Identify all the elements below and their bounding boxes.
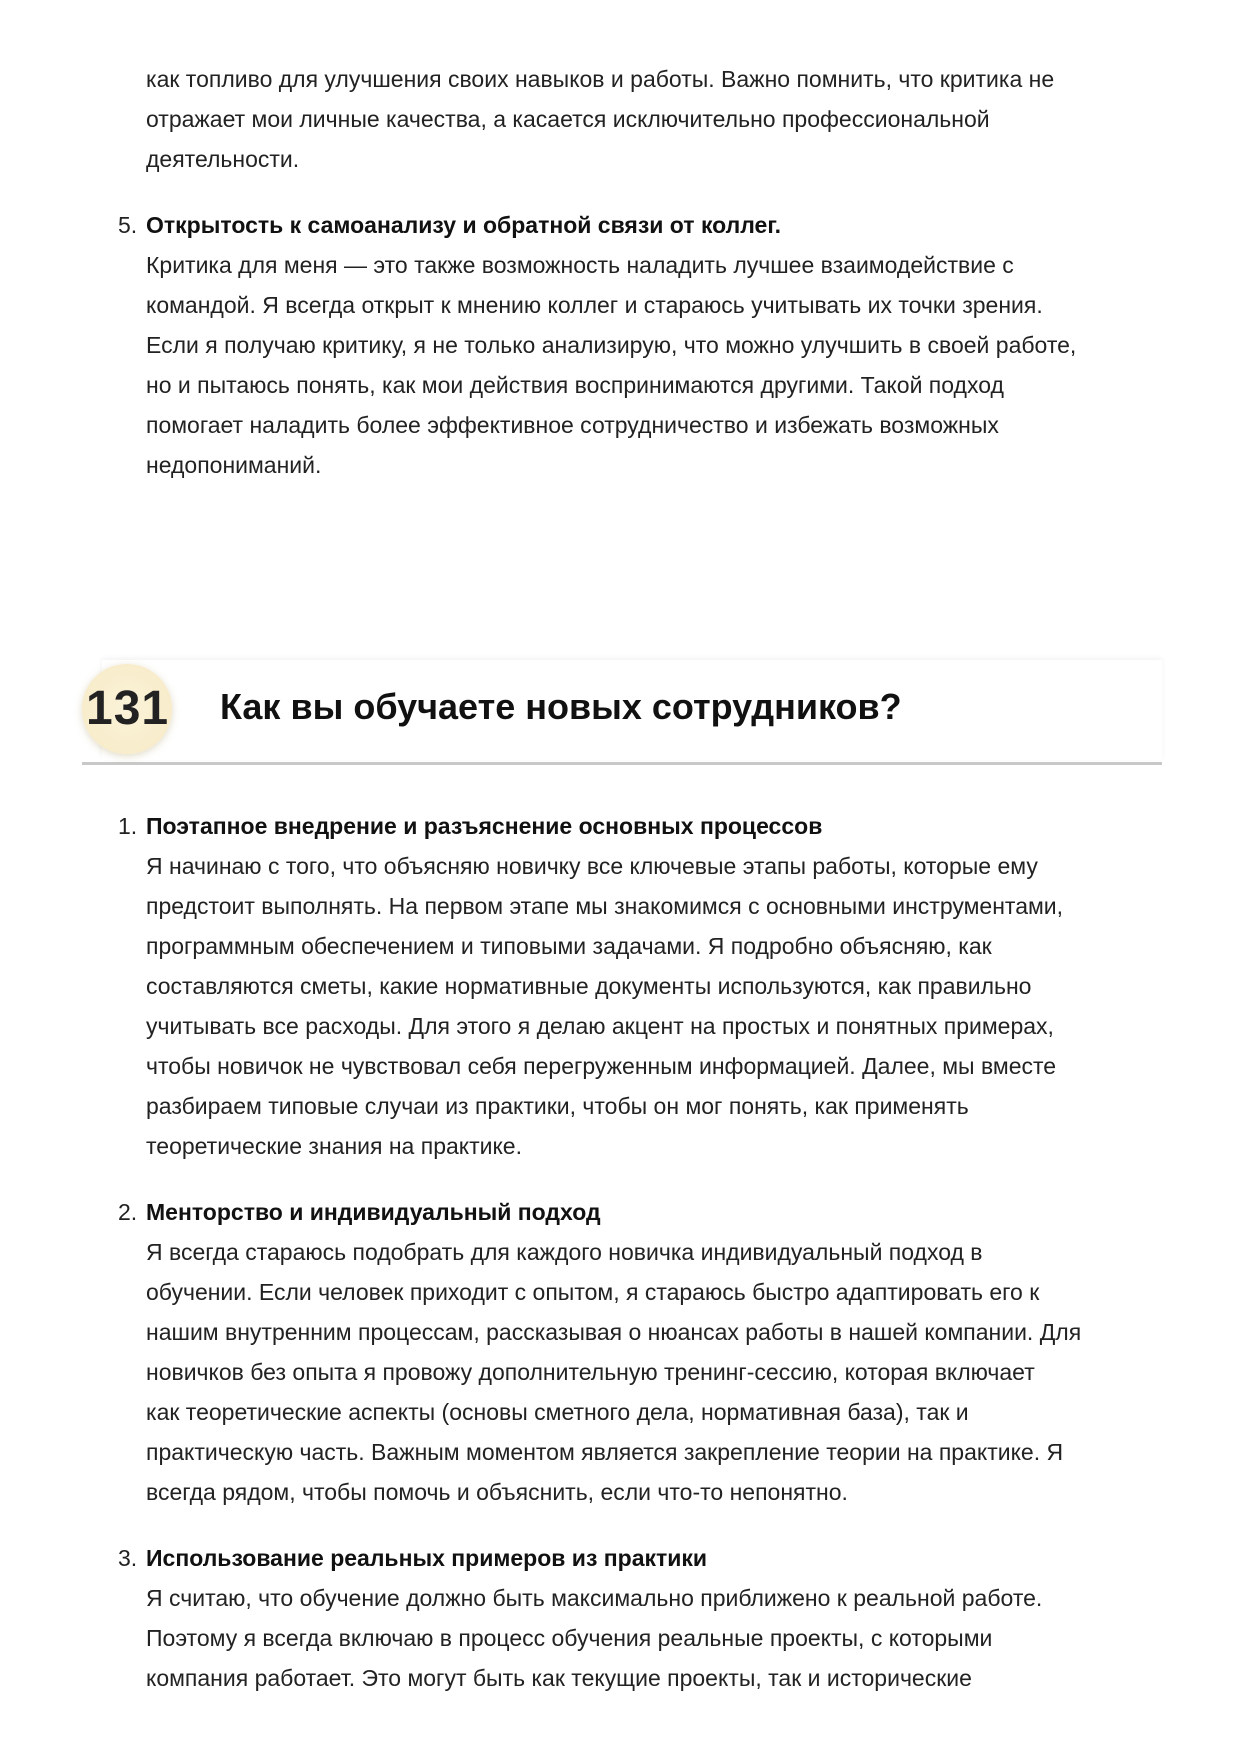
list-item-number: 1.: [118, 813, 138, 839]
list-item-title: Использование реальных примеров из практики: [146, 1545, 708, 1571]
list-item: [118, 1192, 1176, 1512]
list-item-title: Менторство и индивидуальный подход: [146, 1199, 601, 1225]
text-line: но и пытаюсь понять, как мои действия воспринимаются другими. Такой подход: [146, 372, 1004, 398]
text-line: отражает мои личные качества, а касается исключительно профессиональной: [146, 106, 990, 132]
text-line: Я всегда стараюсь подобрать для каждого новичка индивидуальный подход в: [146, 1239, 983, 1265]
question-header: [82, 660, 1162, 766]
text-line: практическую часть. Важным моментом является закрепление теории на практике. Я: [146, 1439, 1064, 1465]
list-item: [118, 1538, 1176, 1698]
text-line: Я считаю, что обучение должно быть максимально приближено к реальной работе.: [146, 1585, 1043, 1611]
text-line: недопониманий.: [146, 452, 322, 478]
text-line: помогает наладить более эффективное сотрудничество и избежать возможных: [146, 412, 999, 438]
list-item-title: Открытость к самоанализу и обратной связи от коллег.: [146, 212, 782, 238]
text-line: составляются сметы, какие нормативные документы используются, как правильно: [146, 973, 1032, 999]
list-item-number: 5.: [118, 212, 138, 238]
text-line: программным обеспечением и типовыми задачами. Я подробно объясняю, как: [146, 933, 992, 959]
text-line: чтобы новичок не чувствовал себя перегруженным информацией. Далее, мы вместе: [146, 1053, 1057, 1079]
text-line: командой. Я всегда открыт к мнению коллег и стараюсь учитывать их точки зрения.: [146, 292, 1043, 318]
header-divider: [82, 762, 1162, 765]
text-line: обучении. Если человек приходит с опытом, я стараюсь быстро адаптировать его к: [146, 1279, 1040, 1305]
text-line: Поэтому я всегда включаю в процесс обучения реальные проекты, с которыми: [146, 1625, 993, 1651]
text-line: учитывать все расходы. Для этого я делаю акцент на простых и понятных примерах,: [146, 1013, 1054, 1039]
text-line: деятельности.: [146, 146, 300, 172]
question-title: Как вы обучаете новых сотрудников?: [220, 686, 902, 727]
list-item-number: 2.: [118, 1199, 138, 1225]
text-line: Я начинаю с того, что объясняю новичку все ключевые этапы работы, которые ему: [146, 853, 1038, 879]
list-item: [118, 806, 1176, 1166]
list-item-number: 3.: [118, 1545, 138, 1571]
text-line: всегда рядом, чтобы помочь и объяснить, если что-то непонятно.: [146, 1479, 848, 1505]
text-line: предстоит выполнять. На первом этапе мы знакомимся с основными инструментами,: [146, 893, 1064, 919]
text-line: как топливо для улучшения своих навыков и работы. Важно помнить, что критика не: [146, 66, 1055, 92]
text-line: Критика для меня — это также возможность наладить лучшее взаимодействие с: [146, 252, 1014, 278]
text-line: теоретические знания на практике.: [146, 1133, 522, 1159]
text-line: новичков без опыта я провожу дополнительную тренинг-сессию, которая включает: [146, 1359, 1035, 1385]
continuation-paragraph: [146, 59, 1176, 179]
previous-answer-list: [118, 205, 1176, 485]
text-line: разбираем типовые случаи из практики, чтобы он мог понять, как применять: [146, 1093, 969, 1119]
text-line: компания работает. Это могут быть как текущие проекты, так и исторические: [146, 1665, 972, 1691]
question-number: 131: [86, 682, 170, 735]
text-line: Если я получаю критику, я не только анализирую, что можно улучшить в своей работе,: [146, 332, 1077, 358]
list-item: [118, 205, 1176, 485]
text-line: нашим внутренним процессам, рассказывая о нюансах работы в нашей компании. Для: [146, 1319, 1082, 1345]
text-line: как теоретические аспекты (основы сметного дела, нормативная база), так и: [146, 1399, 969, 1425]
list-item-title: Поэтапное внедрение и разъяснение основных процессов: [146, 813, 823, 839]
answer-list: [118, 806, 1176, 1698]
